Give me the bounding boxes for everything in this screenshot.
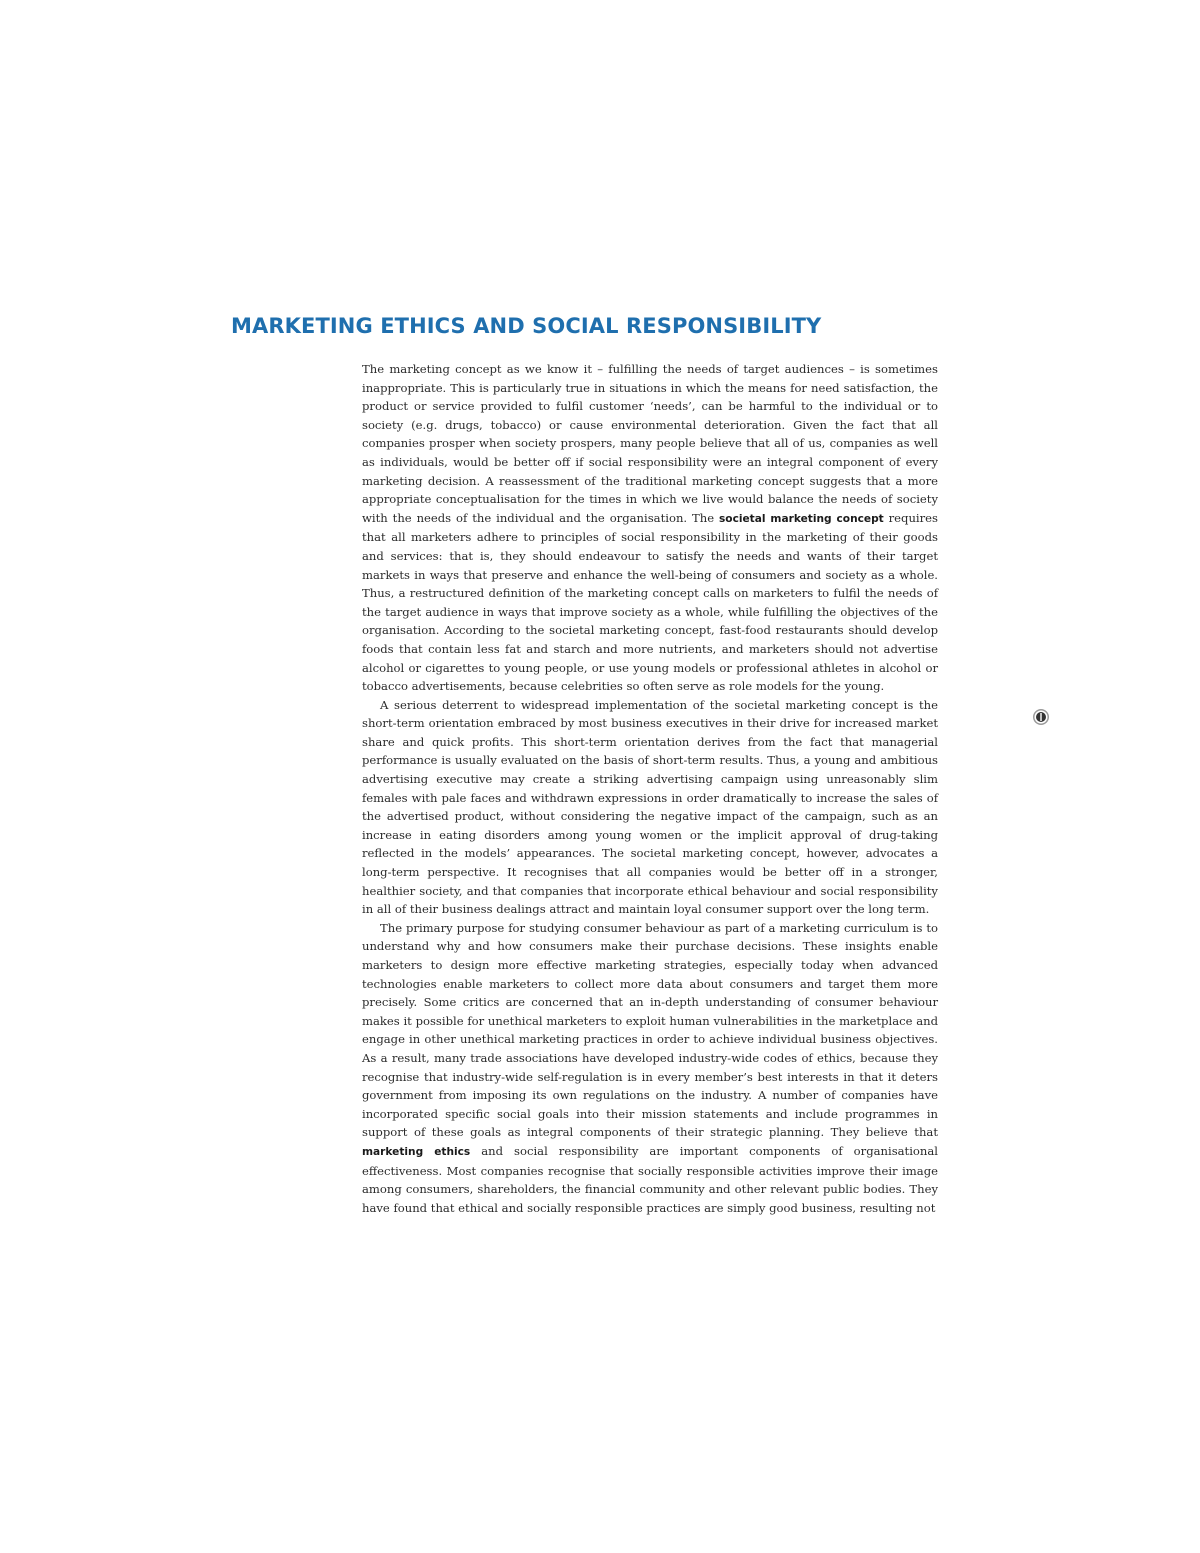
paragraph-1-text-b: requires that all marketers adhere to principles of social responsibility in the marketing of their goods and services: that is, they should endeavour to satisfy the needs and wants of their target markets in ways that preserve and enhance the well-being of consumers and society as a whole. Thus, a restructured definition of the marketing concept calls on marketers to fulfil the needs of the target audience in ways that improve society as a whole, while fulfilling the objectives of the organisation. According to the societal marketing concept, fast-food restaurants should develop foods that contain less fat and starch and more nutrients, and marketers should not advertise alcohol or cigarettes to young people, or use young models or professional athletes in alcohol or tobacco advertisements, because celebrities so often serve as role models for the young. [362,510,938,694]
paragraph-1-text-a: The marketing concept as we know it – fulfilling the needs of target audiences – is sometimes inappropriate. This is particularly true in situations in which the means for need satisfaction, the product or service provided to fulfil customer ‘needs’, can be harmful to the individual or to society (e.g. drugs, tobacco) or cause environmental deterioration. Given the fact that all companies prosper when society prospers, many people believe that all of us, companies as well as individuals, would be better off if social responsibility were an integral component of every marketing decision. A reassessment of the traditional marketing concept suggests that a more appropriate conceptualisation for the times in which we live would balance the needs of society with the needs of the individual and the organisation. The [362,362,938,525]
paragraph-short-term-orientation: A serious deterrent to widespread implementation of the societal marketing concept is the short-term orientation embraced by most business executives in their drive for increased market share and quick profits. This short-term orientation derives from the fact that managerial performance is usually evaluated on the basis of short-term results. Thus, a young and ambitious advertising executive may create a striking advertising campaign using unreasonably slim females with pale faces and withdrawn expressions in order dramatically to increase the sales of the advertised product, without considering the negative impact of the campaign, such as an increase in eating disorders among young women or the implicit approval of drug-taking reflected in the models’ appearances. The societal marketing concept, however, advocates a long-term perspective. It recognises that all companies would be better off in a stronger, healthier society, and that companies that incorporate ethical behaviour and social responsibility in all of their business dealings attract and maintain loyal consumer support over the long term. [362,697,938,917]
section-heading: MARKETING ETHICS AND SOCIAL RESPONSIBILITY [231,314,822,338]
key-term-marketing-ethics: marketing ethics [362,1145,471,1158]
body-text [362,360,938,1217]
key-term-societal-marketing-concept: societal marketing concept [718,512,884,525]
paragraph-3-text-b: and social responsibility are important components of organisational effectiveness. Most companies recognise that socially responsible activities improve their image among consumers, shareholders, the financial community and other relevant public bodies. They have found that ethical and socially responsible practices are simply good business, resulting not [362,1143,938,1215]
paragraph-3-text-a: The primary purpose for studying consumer behaviour as part of a marketing curriculum is to understand why and how consumers make their purchase decisions. These insights enable marketers to design more effective marketing strategies, especially today when advanced technologies enable marketers to collect more data about consumers and target them more precisely. Some critics are concerned that an in-depth understanding of consumer behaviour makes it possible for unethical marketers to exploit human vulnerabilities in the marketplace and engage in other unethical marketing practices in order to achieve individual business objectives. As a result, many trade associations have developed industry-wide codes of ethics, because they recognise that industry-wide self-regulation is in every member’s best interests in that it deters government from imposing its own regulations on the industry. A number of companies have incorporated specific social goals into their mission statements and include programmes in support of these goals as integral components of their strategic planning. They believe that [362,920,938,1140]
registration-mark-icon [1036,712,1046,722]
paragraph-consumer-behaviour-purpose [362,919,938,1218]
paragraph-societal-marketing [362,360,938,696]
